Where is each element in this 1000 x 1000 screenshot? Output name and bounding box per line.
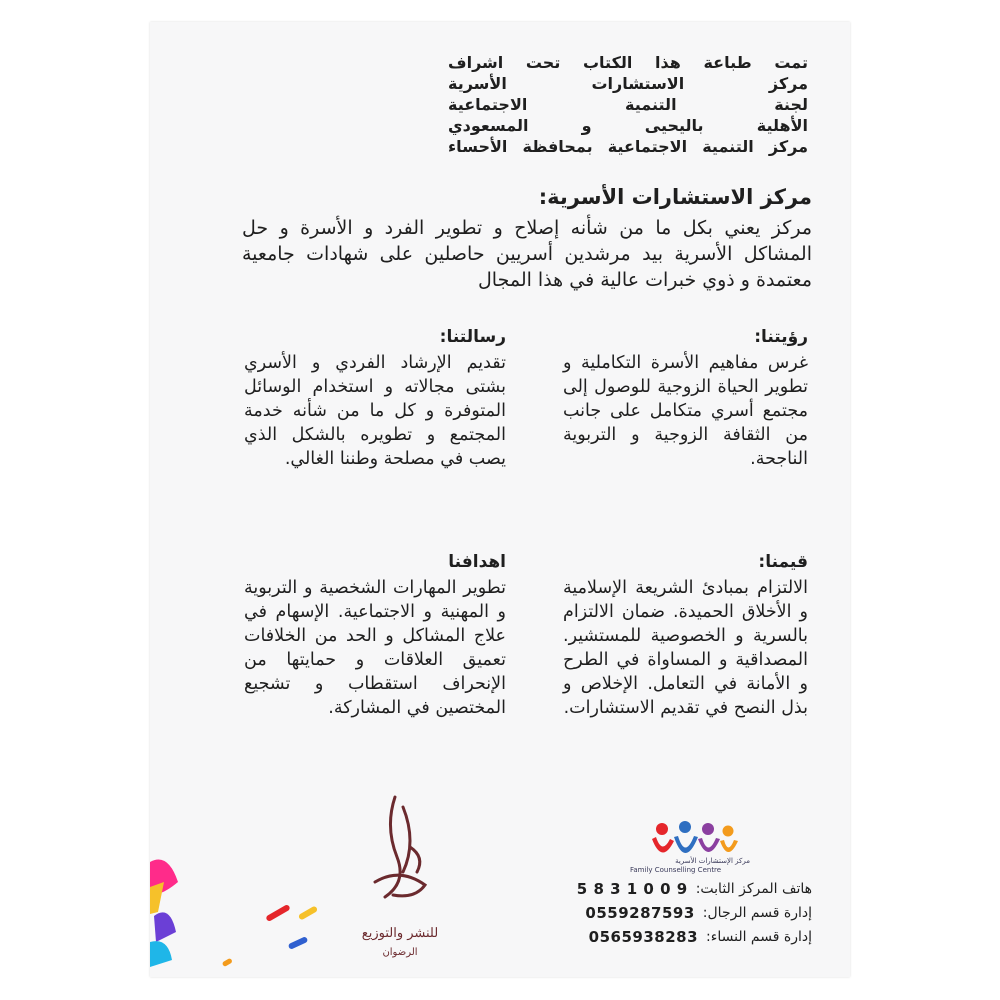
decorative-strokes (150, 842, 330, 977)
goals-heading: اهدافنا (448, 552, 506, 572)
book-back-cover (150, 22, 850, 977)
goals-text: تطوير المهارات الشخصية و التربوية و المهنية و الاجتماعية. الإسهام في علاج المشاكل و الحد من الخلافات تعميق العلاقات و حمايتها من الإنحراف استقطاب و تشجيع المختصين في المشاركة. (244, 578, 506, 718)
values-heading: قيمنا: (758, 552, 808, 572)
contact-row-women (577, 925, 812, 949)
publisher-name: الرضوان (382, 947, 418, 958)
contact-row-center (577, 877, 812, 901)
printing-credits (448, 52, 808, 157)
credit-line: مركز الاستشارات الأسرية (448, 74, 808, 93)
credit-line: لجنة التنمية الاجتماعية (448, 95, 808, 114)
logo-caption (630, 857, 750, 875)
credit-line: الأهلية باليحيى و المسعودي (448, 116, 808, 135)
about-body: مركز يعني بكل ما من شأنه إصلاح و تطوير الفرد و الأسرة و حل المشاكل الأسرية بيد مرشدين أسريين حاصلين على شهادات جامعية معتمدة و ذوي خبرات عالية في هذا المجال (242, 217, 812, 291)
mission-text: تقديم الإرشاد الفردي و الأسري بشتى مجالاته و استخدام الوسائل المتوفرة و كل ما من شأنه خدمة المجتمع و تطويره بالشكل الذي يصب في مصلحة وطننا الغالي. (244, 353, 506, 469)
contact-number: 0565938283 (588, 928, 699, 946)
contact-number: 5 8 3 1 0 0 9 (576, 880, 688, 898)
logo-name-en: Family Counselling Centre (630, 866, 722, 874)
goals-section (244, 552, 506, 720)
credit-line: مركز التنمية الاجتماعية بمحافظة الأحساء (448, 137, 808, 156)
contact-label: إدارة قسم الرجال: (702, 905, 812, 921)
values-section (563, 552, 808, 720)
publisher-logo (355, 787, 445, 962)
mission-heading: رسالتنا: (439, 327, 506, 347)
contact-label: إدارة قسم النساء: (706, 929, 812, 945)
contact-label: هاتف المركز الثابت: (695, 881, 812, 897)
vision-section (563, 327, 808, 471)
contact-info (577, 877, 812, 949)
logo-name-ar: مركز الإستشارات الأسرية (675, 857, 750, 865)
contact-row-men (577, 901, 812, 925)
values-text: الالتزام بمبادئ الشريعة الإسلامية و الأخلاق الحميدة. ضمان الالتزام بالسرية و الخصوصية للمستشير. المصداقية و المساواة في الطرح و الأمانة في التعامل. الإخلاص و بذل النصح في تقديم الاستشارات. (563, 578, 808, 718)
family-figures-icon (652, 821, 738, 853)
about-title: مركز الاستشارات الأسرية: (538, 185, 812, 209)
publisher-tagline: للنشر والتوزيع (361, 926, 439, 941)
mission-section (244, 327, 506, 471)
credit-line: تمت طباعة هذا الكتاب تحت اشراف (448, 53, 808, 72)
vision-text: غرس مفاهيم الأسرة التكاملية و تطوير الحياة الزوجية للوصول إلى مجتمع أسري متكامل على جانب من الثقافة الزوجية و التربوية الناجحة. (563, 353, 808, 469)
vision-heading: رؤيتنا: (754, 327, 808, 347)
contact-number: 0559287593 (585, 904, 695, 922)
